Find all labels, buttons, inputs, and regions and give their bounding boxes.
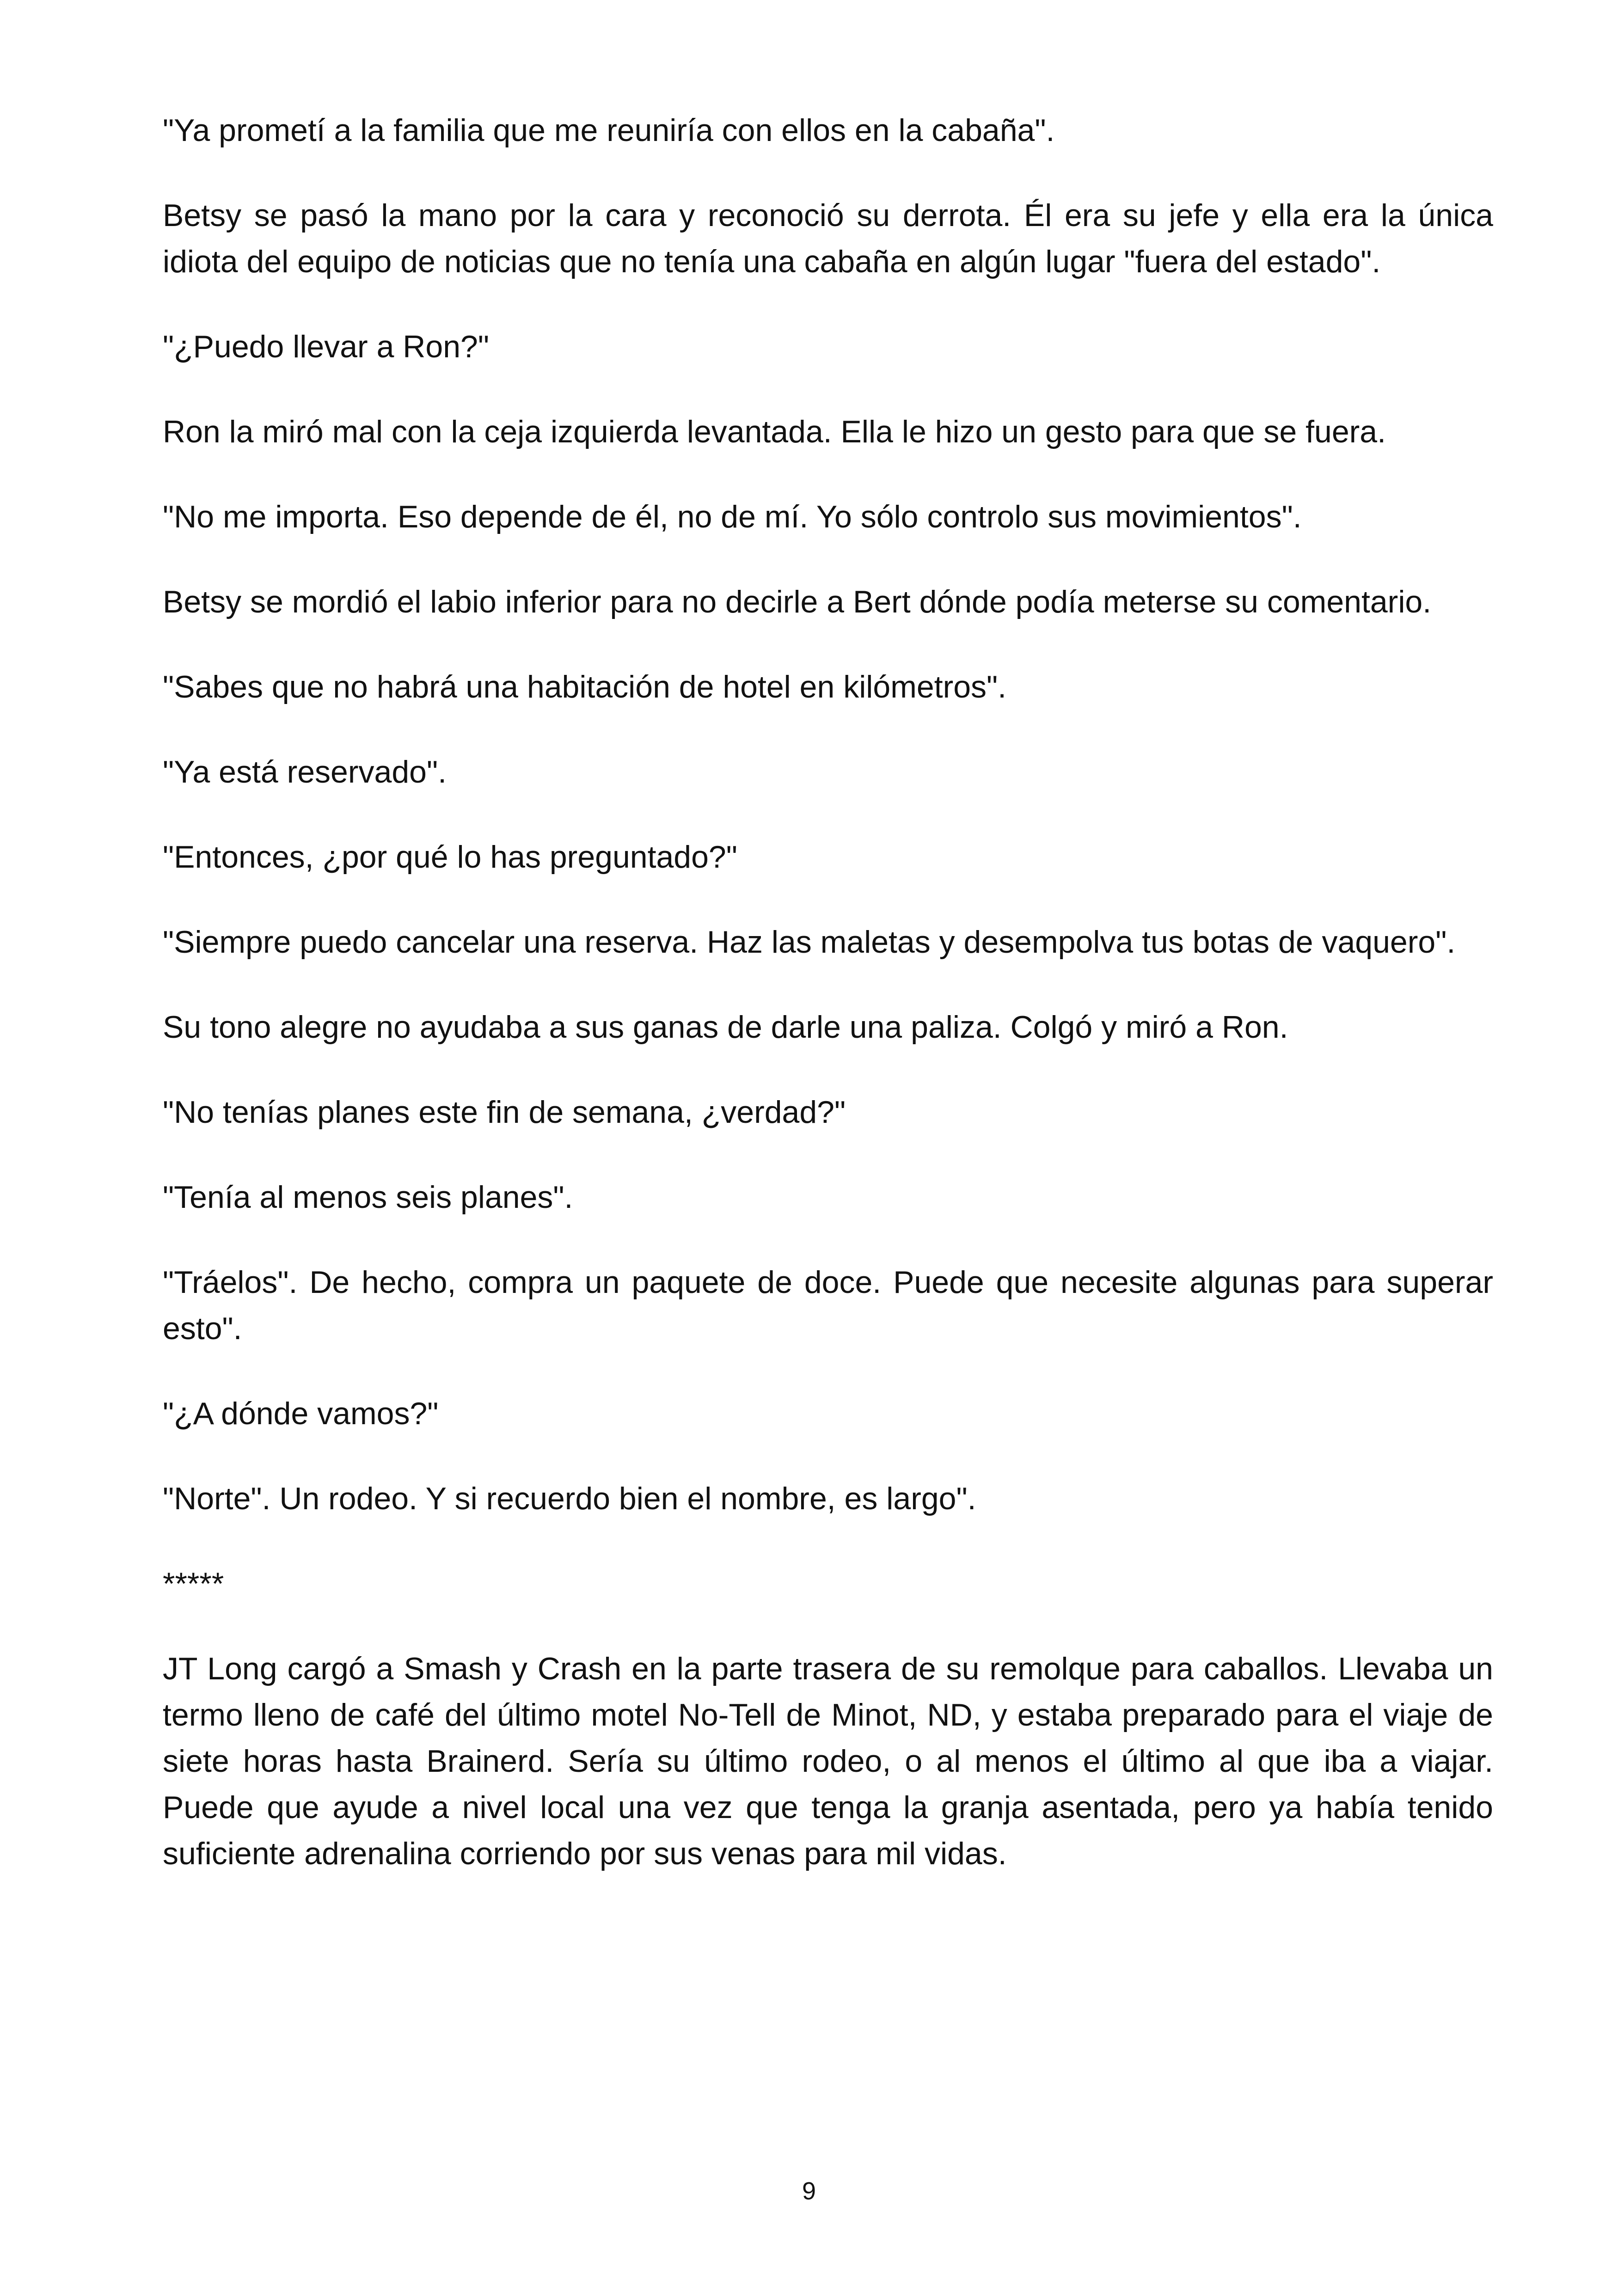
paragraph: "Ya está reservado". xyxy=(163,754,447,790)
paragraph: "Tenía al menos seis planes". xyxy=(163,1180,573,1215)
paragraph: JT Long cargó a Smash y Crash en la parte trasera de su remolque para caballos. Llevaba un termo lleno de café del último motel No-Tell de Minot, ND, y estaba preparado para el viaje de siete horas hasta Brainerd. Sería su último rodeo, o al menos el último al que iba a viajar. Puede que ayude a nivel local una vez que tenga la granja asentada, pero ya había tenido suficiente adrenalina corriendo por sus venas para mil vidas. xyxy=(163,1651,1493,1871)
paragraph: "Ya prometí a la familia que me reuniría con ellos en la cabaña". xyxy=(163,113,1055,148)
paragraph: Betsy se pasó la mano por la cara y reconoció su derrota. Él era su jefe y ella era la única idiota del equipo de noticias que no tenía una cabaña en algún lugar "fuera del estado". xyxy=(163,198,1493,279)
paragraph: "¿A dónde vamos?" xyxy=(163,1396,439,1431)
paragraph: "Sabes que no habrá una habitación de hotel en kilómetros". xyxy=(163,669,1007,704)
paragraph: "¿Puedo llevar a Ron?" xyxy=(163,329,489,364)
scene-break: ***** xyxy=(163,1566,224,1601)
paragraph: Su tono alegre no ayudaba a sus ganas de darle una paliza. Colgó y miró a Ron. xyxy=(163,1010,1288,1045)
paragraph: Betsy se mordió el labio inferior para no decirle a Bert dónde podía meterse su comentario. xyxy=(163,584,1432,619)
body-text xyxy=(163,107,1493,1916)
paragraph: "Entonces, ¿por qué lo has preguntado?" xyxy=(163,839,737,875)
paragraph: "No me importa. Eso depende de él, no de mí. Yo sólo controlo sus movimientos". xyxy=(163,499,1302,534)
paragraph: "Tráelos". De hecho, compra un paquete de doce. Puede que necesite algunas para superar esto". xyxy=(163,1265,1493,1346)
page-number: 9 xyxy=(802,2177,816,2205)
paragraph: "No tenías planes este fin de semana, ¿verdad?" xyxy=(163,1095,846,1130)
paragraph: "Siempre puedo cancelar una reserva. Haz las maletas y desempolva tus botas de vaquero". xyxy=(163,925,1456,960)
paragraph: "Norte". Un rodeo. Y si recuerdo bien el nombre, es largo". xyxy=(163,1481,976,1516)
paragraph: Ron la miró mal con la ceja izquierda levantada. Ella le hizo un gesto para que se fuera. xyxy=(163,414,1386,449)
